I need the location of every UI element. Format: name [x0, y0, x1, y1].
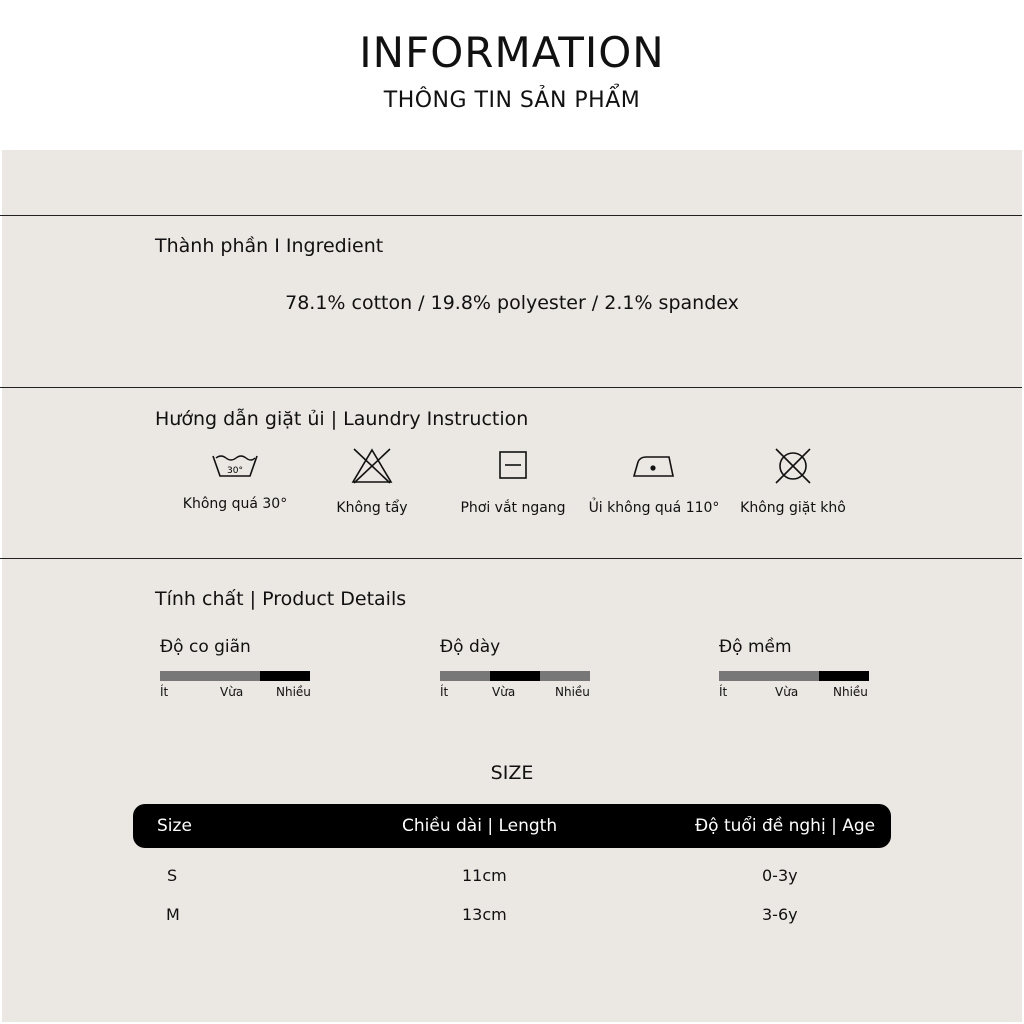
header-length: Chiều dài | Length	[402, 816, 558, 836]
care-item-dryclean	[718, 446, 868, 516]
dry-flat-icon	[488, 446, 538, 486]
care-label: Không giặt khô	[740, 500, 846, 516]
meter-mid-label: Vừa	[775, 685, 799, 699]
size-title: SIZE	[490, 762, 534, 784]
iron-low-icon	[629, 446, 679, 486]
meter-low-label: Ít	[719, 685, 728, 699]
page-subtitle: THÔNG TIN SẢN PHẨM	[383, 88, 641, 113]
meter-name: Độ mềm	[719, 637, 792, 657]
page-title: INFORMATION	[359, 28, 665, 77]
meter-high-label: Nhiều	[555, 685, 590, 699]
care-label: Không tẩy	[336, 500, 408, 516]
meter-high-label: Nhiều	[276, 685, 311, 699]
meter-name: Độ co giãn	[160, 637, 251, 657]
no-dry-clean-icon	[768, 446, 818, 486]
size-table-header	[133, 804, 891, 848]
care-item-iron	[579, 446, 729, 516]
care-item-bleach	[297, 446, 447, 516]
meter-mid-label: Vừa	[220, 685, 244, 699]
meter-level	[819, 671, 869, 681]
cell-size: M	[166, 905, 180, 924]
meter-level	[260, 671, 310, 681]
laundry-title: Hướng dẫn giặt ủi | Laundry Instruction	[155, 408, 529, 430]
cell-age: 3-6y	[762, 905, 798, 924]
header-size: Size	[157, 816, 192, 836]
info-panel	[2, 150, 1022, 1022]
meter-low-label: Ít	[440, 685, 449, 699]
page-header	[0, 0, 1024, 150]
cell-age: 0-3y	[762, 866, 798, 885]
meter-bar	[440, 671, 590, 681]
ingredient-value: 78.1% cotton / 19.8% polyester / 2.1% spandex	[285, 292, 739, 314]
care-item-wash	[160, 446, 310, 512]
wash-temperature: 30°	[227, 466, 243, 476]
meter-low-label: Ít	[160, 685, 169, 699]
ingredient-title: Thành phần I Ingredient	[155, 235, 384, 257]
wash-30-icon	[210, 446, 260, 482]
meter-bar	[719, 671, 869, 681]
divider	[0, 215, 1022, 216]
details-title: Tính chất | Product Details	[155, 588, 407, 610]
header-age: Độ tuổi đề nghị | Age	[695, 816, 876, 836]
meter-level	[490, 671, 540, 681]
divider	[0, 387, 1022, 388]
meter-bar	[160, 671, 310, 681]
care-label: Ủi không quá 110°	[588, 500, 720, 516]
meter-mid-label: Vừa	[492, 685, 516, 699]
cell-size: S	[167, 866, 178, 885]
meter-softness	[719, 637, 869, 703]
care-item-dry	[438, 446, 588, 516]
meter-name: Độ dày	[440, 637, 501, 657]
divider	[0, 558, 1022, 559]
meter-high-label: Nhiều	[833, 685, 868, 699]
care-label: Không quá 30°	[182, 496, 288, 512]
no-bleach-icon	[347, 446, 397, 486]
meter-stretch	[160, 637, 310, 703]
cell-length: 13cm	[462, 905, 507, 924]
care-label: Phơi vắt ngang	[460, 500, 566, 516]
cell-length: 11cm	[462, 866, 507, 885]
meter-thickness	[440, 637, 590, 703]
